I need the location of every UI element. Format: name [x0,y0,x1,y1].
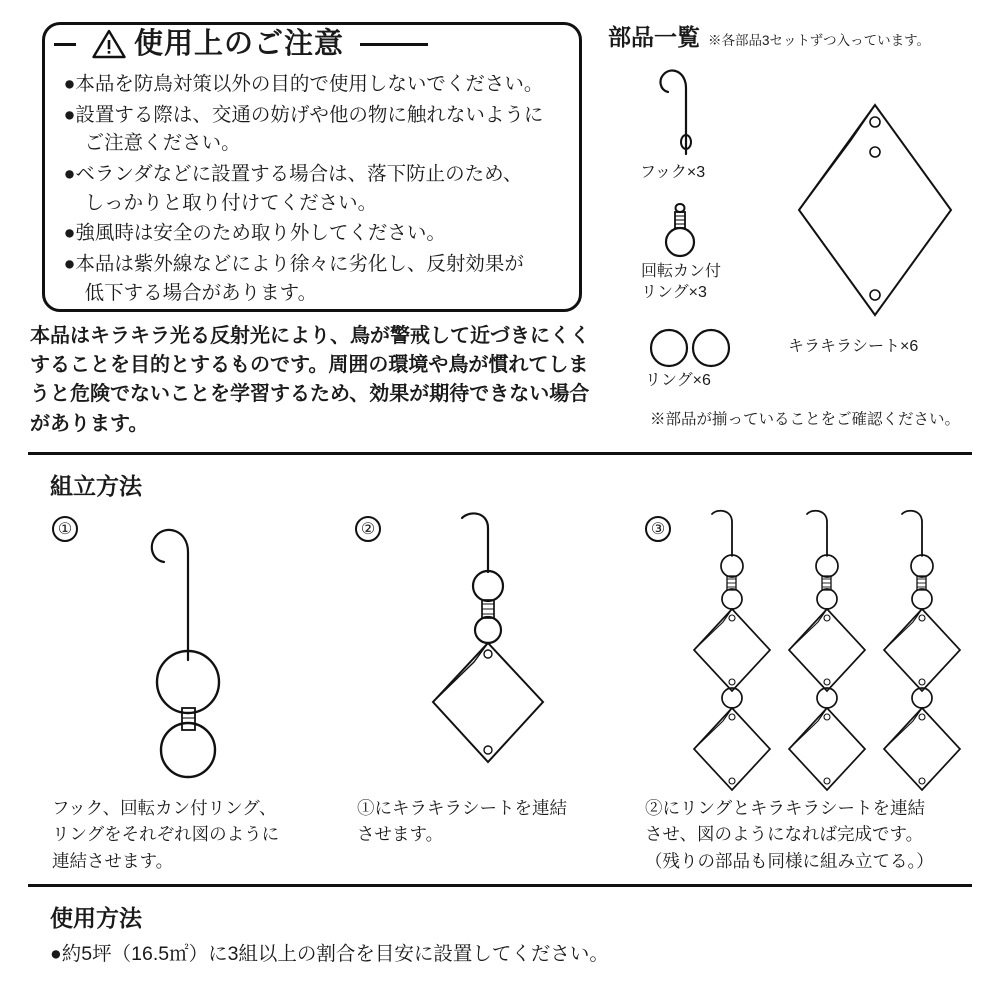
usage-title: 使用方法 [50,905,142,931]
parts-list-header [608,26,930,49]
ring-illustration [645,325,735,371]
parts-list-title: 部品一覧 [608,24,700,50]
usage-line: ●約5坪（16.5㎡）に3組以上の割合を目安に設置してください。 [50,943,609,965]
warning-triangle-icon [92,29,126,59]
list-item [64,101,564,158]
list-item [64,70,564,99]
step3-line2: させ、図のようになれば完成です。 [645,824,924,845]
title-rule-right [360,43,428,46]
step-number-1: ① [52,516,78,542]
parts-list-note: ※各部品3セットずつ入っています。 [708,32,931,48]
step1-illustration [110,510,300,780]
caution-item-line2: しっかりと取り付けてください。 [84,191,378,214]
parts-label-sheet: キラキラシート×6 [788,338,919,355]
divider-usage [28,884,972,887]
caution-item-line1: ●本品は紫外線などにより徐々に劣化し、反射効果が [63,252,524,275]
parts-label-hook: フック×3 [640,164,706,181]
caution-item-line2: 低下する場合があります。 [84,281,318,304]
caution-title-group [54,22,574,66]
assembly-title: 組立方法 [50,473,142,499]
step2-illustration [400,510,590,780]
step1-line2: リングをそれぞれ図のように [52,824,280,845]
step1-line3: 連結させます。 [52,850,174,871]
step-number-3: ③ [645,516,671,542]
caution-item-line1: ●強風時は安全のため取り外してください。 [63,222,446,245]
page-title: 使用上のご注意 [134,27,345,60]
step3-line1: ②にリングとキラキラシートを連結 [645,798,925,818]
list-item [64,160,564,217]
swivel-ring-label-line1: 回転カン付 [641,263,722,280]
step-caption-3 [645,795,975,874]
intro-paragraph: 本品はキラキラ光る反射光により、鳥が警戒して近づきにくくすることを目的とするものです。周囲の環境や鳥が慣れてしまうと危険でないことを学習するため、効果が期待できない場合があります。 [30,325,590,435]
caution-item-line1: ●ベランダなどに設置する場合は、落下防止のため、 [63,162,523,185]
caution-item-line1: ●本品を防鳥対策以外の目的で使用しないでください。 [63,73,544,95]
step2-line1: ①にキラキラシートを連結 [357,798,567,818]
parts-footnote: ※部品が揃っていることをご確認ください。 [650,411,961,428]
title-rule-left [54,43,76,46]
divider-assembly [28,452,972,455]
list-item [64,250,564,307]
step-number-2: ② [355,516,381,542]
caution-item-line2: ご注意ください。 [84,132,241,155]
list-item [64,219,564,248]
swivel-ring-label-line2: リング×3 [641,283,707,301]
hook-illustration [620,58,730,158]
step2-line2: させます。 [357,824,444,845]
parts-label-ring: リング×6 [645,372,711,389]
swivel-ring-illustration [645,200,715,265]
step3-line3: （残りの部品も同様に組み立てる。） [645,850,934,871]
step1-line1: フック、回転カン付リング、 [52,798,277,818]
sheet-illustration [775,95,975,325]
caution-item-line1: ●設置する際は、交通の妨げや他の物に触れないように [63,103,544,126]
parts-label-swivel-ring [641,262,721,304]
step3-illustration [685,508,975,793]
step-caption-1 [52,795,332,874]
step-caption-2 [357,795,627,848]
caution-list [64,70,564,309]
